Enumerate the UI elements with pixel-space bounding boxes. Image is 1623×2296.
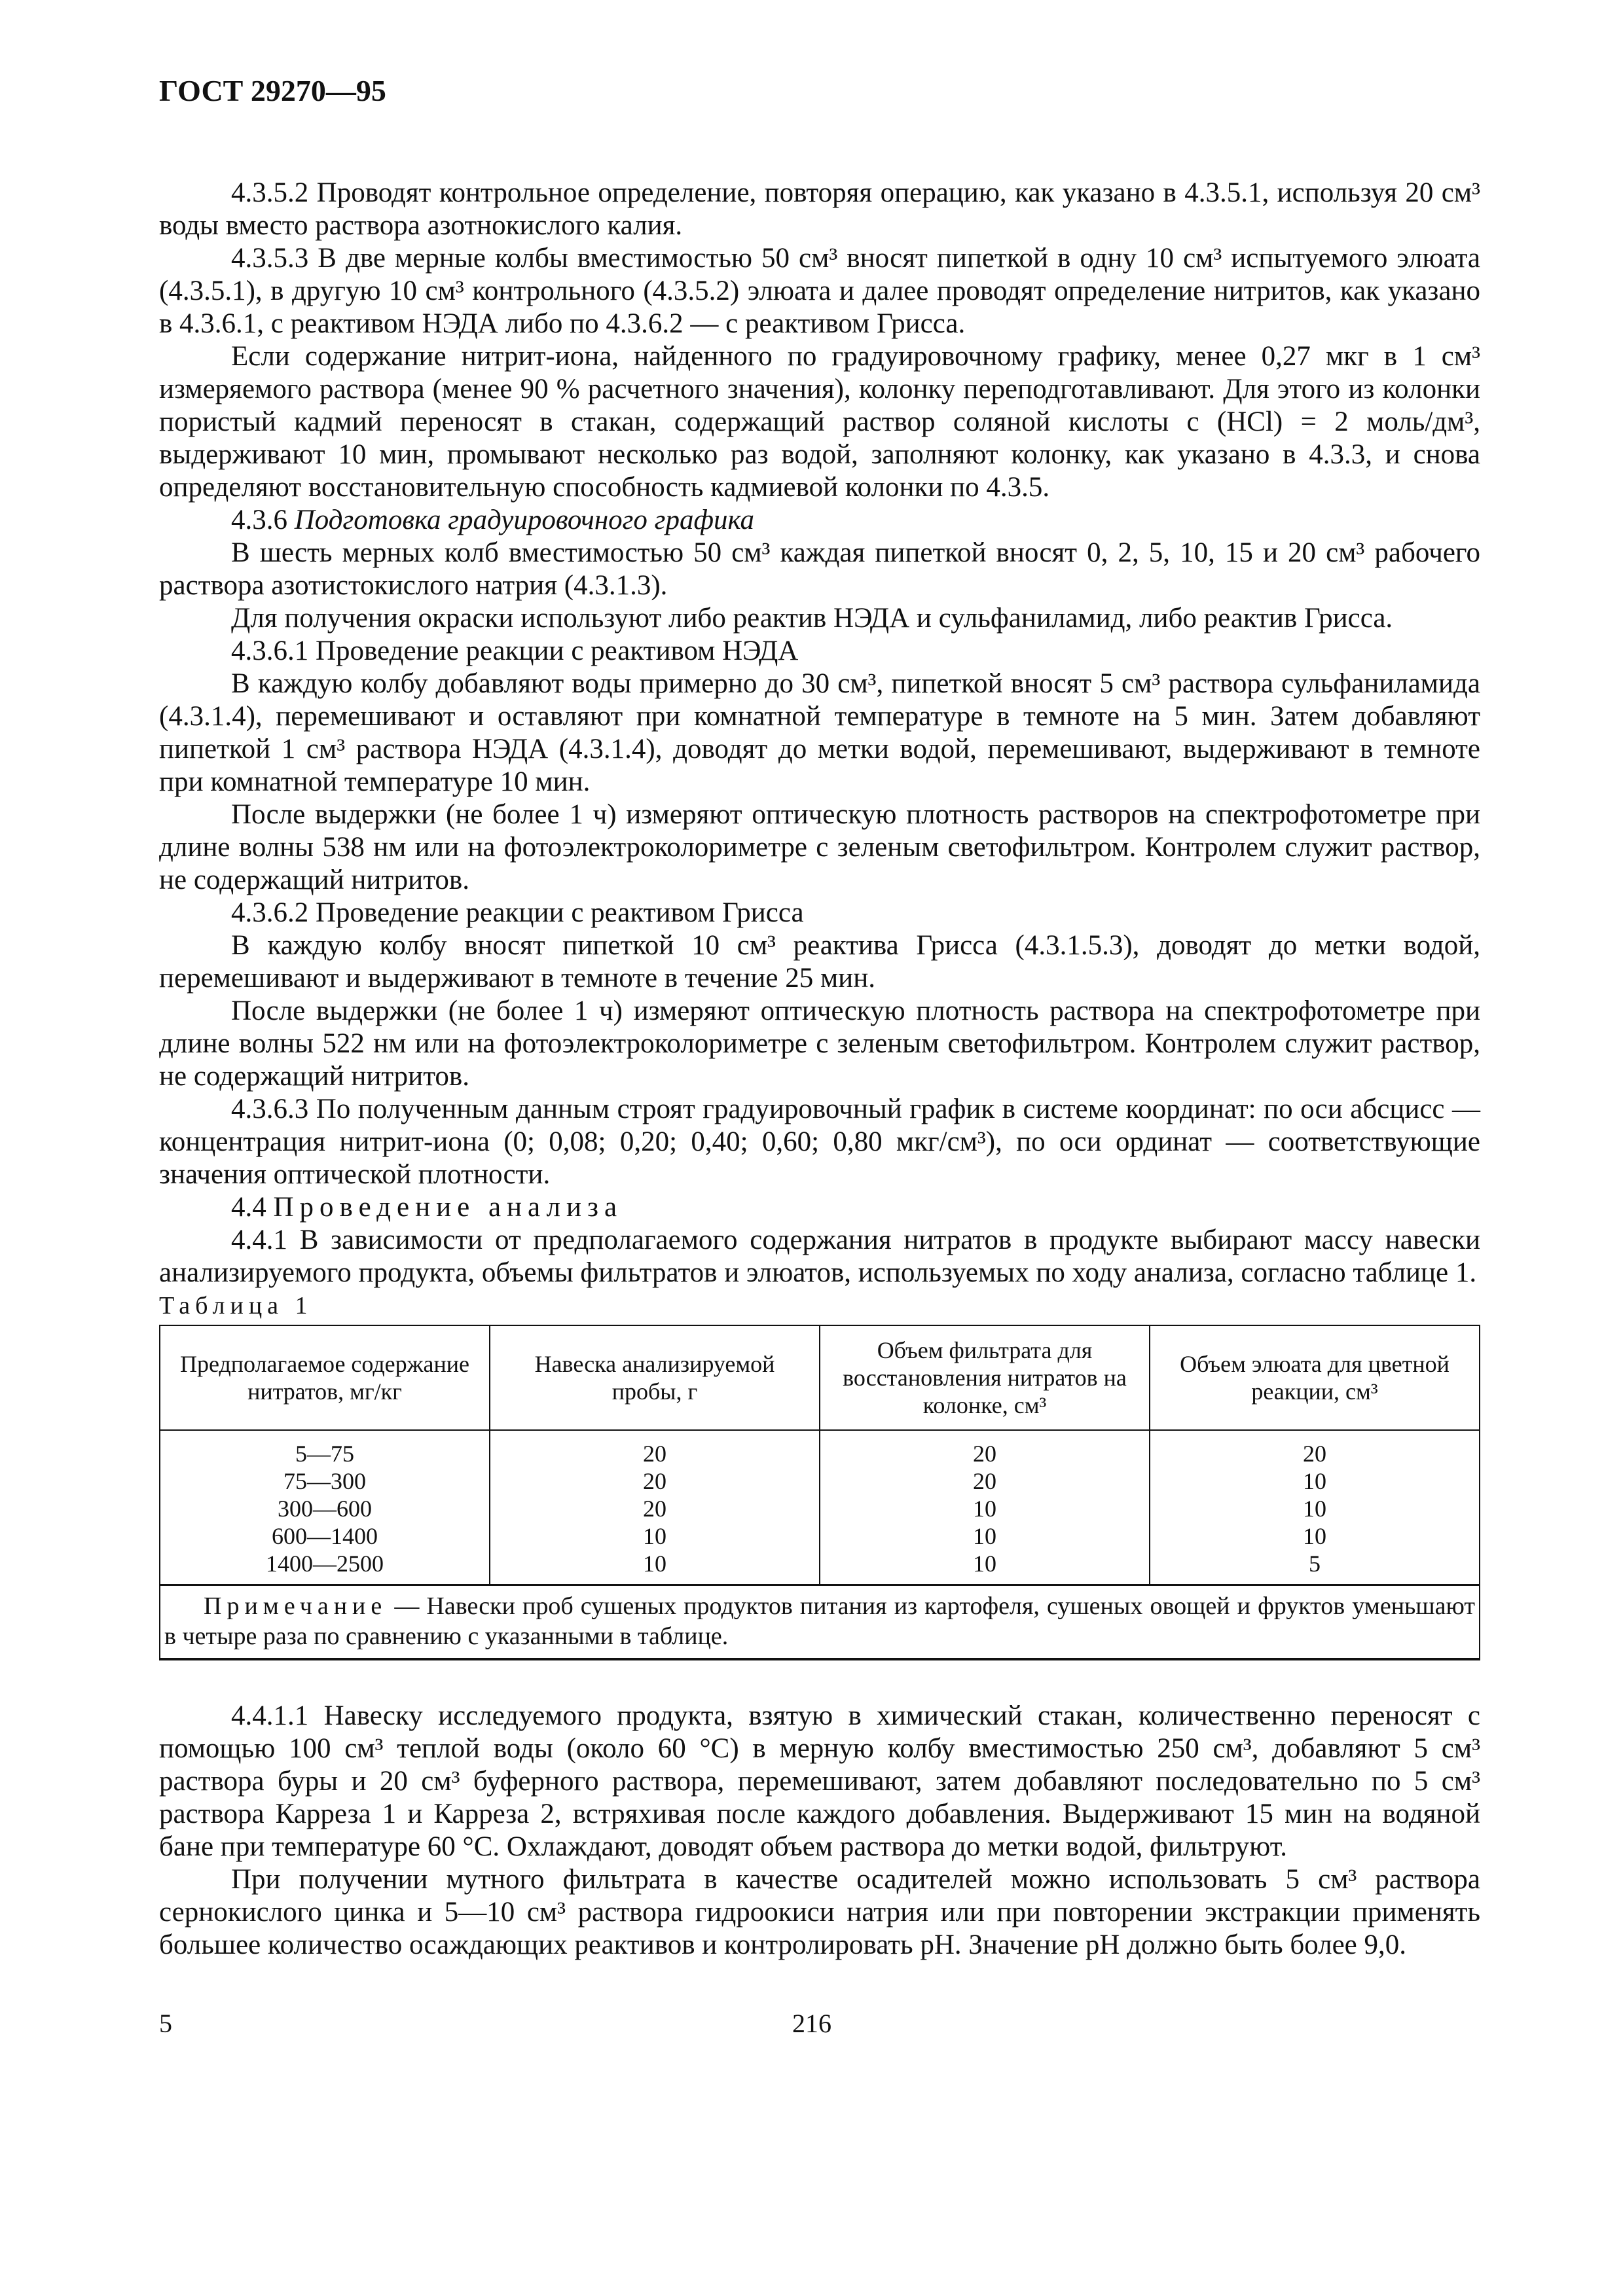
table-cell: 10 [1303, 1496, 1326, 1522]
paragraph: Если содержание нитрит-иона, найденного по градуировочному графику, менее 0,27 мкг в 1 см³ измеряемого раствора (менее 90 % расчетного значения), колонку переподготавливают. Для этого из колонки пористый кадмий переносят в стакан, содержащий раствор соляной кислоты c (HCl) = 2 моль/дм³, выдерживают 10 мин, промывают несколько раз водой, заполняют колонку, как указано в 4.3.3, и снова определяют восстановительную способность кадмиевой колонки по 4.3.5. [159, 341, 1480, 503]
paragraph: В шесть мерных колб вместимостью 50 см³ каждая пипеткой вносят 0, 2, 5, 10, 15 и 20 см³ рабочего раствора азотистокислого натрия (4.3.1.3). [159, 537, 1480, 601]
column-header: Объем элюата для цветной реакции, см³ [1150, 1325, 1480, 1430]
column-header: Предполагаемое содержание нитратов, мг/кг [160, 1325, 490, 1430]
table-cell: 20 [1303, 1441, 1326, 1467]
paragraph: После выдержки (не более 1 ч) измеряют оптическую плотность раствора на спектрофотометре при длине волны 522 нм или на фотоэлектроколориметре с зеленым светофильтром. Контролем служит раствор, не содержащий нитритов. [159, 996, 1480, 1092]
table-cell: 10 [973, 1551, 996, 1577]
subsection-heading: 4.3.6.2 Проведение реакции с реактивом Грисса [231, 897, 804, 928]
note-text: — Навески проб сушеных продуктов питания из картофеля, сушеных овощей и фруктов уменьшают в четыре раза по сравнению с указанными в таблице. [164, 1592, 1475, 1650]
column-header: Навеска анализируемой пробы, г [490, 1325, 820, 1430]
paragraph: После выдержки (не более 1 ч) измеряют оптическую плотность растворов на спектрофотометре при длине волны 538 нм или на фотоэлектроколориметре с зеленым светофильтром. Контролем служит раствор, не содержащий нитритов. [159, 799, 1480, 895]
table-cell: 20 [973, 1441, 996, 1467]
table-note-row [160, 1585, 1480, 1660]
table-cell: 20 [643, 1441, 666, 1467]
table-label: Таблица 1 [159, 1292, 313, 1319]
section-number: 4.4 [231, 1192, 266, 1223]
table-cell: 5—75 [295, 1441, 354, 1467]
column-eluate-volume [1150, 1430, 1480, 1585]
document-body [159, 177, 1480, 1962]
footer-left-number: 5 [159, 2009, 172, 2038]
paragraph: В каждую колбу вносят пипеткой 10 см³ реактива Грисса (4.3.1.5.3), доводят до метки водой, перемешивают и выдерживают в темноте в течение 25 мин. [159, 930, 1480, 994]
table-cell: 1400—2500 [266, 1551, 384, 1577]
table-cell: 10 [643, 1551, 666, 1577]
table-cell: 10 [973, 1496, 996, 1522]
table-cell: 75—300 [283, 1468, 366, 1494]
table-body-row [160, 1430, 1480, 1585]
table-cell: 20 [973, 1468, 996, 1494]
section-title: Проведение анализа [273, 1192, 623, 1223]
paragraph: 4.3.5.2 Проводят контрольное определение, повторяя операцию, как указано в 4.3.5.1, используя 20 см³ воды вместо раствора азотнокислого калия. [159, 177, 1480, 241]
section-number: 4.3.6 [231, 505, 287, 535]
column-nitrate-content [160, 1430, 490, 1585]
document-title: ГОСТ 29270—95 [159, 74, 386, 107]
column-sample-mass [490, 1430, 820, 1585]
table-cell: 10 [1303, 1468, 1326, 1494]
paragraph: При получении мутного фильтрата в качестве осадителей можно использовать 5 см³ раствора сернокислого цинка и 5—10 см³ раствора гидроокиси натрия или при повторении экстракции применять большее количество осаждающих реактивов и контролировать рН. Значение рН должно быть более 9,0. [159, 1864, 1480, 1960]
table-cell: 10 [643, 1523, 666, 1549]
table-1 [159, 1325, 1480, 1660]
table-cell: 20 [643, 1468, 666, 1494]
note-label: Примечание [204, 1592, 388, 1620]
table-header-row [160, 1325, 1480, 1430]
paragraph: 4.4.1.1 Навеску исследуемого продукта, взятую в химический стакан, количественно переносят с помощью 100 см³ теплой воды (около 60 °С) в мерную колбу вместимостью 250 см³, добавляют 5 см³ раствора буры и 20 см³ буферного раствора, перемешивают, затем добавляют последовательно по 5 см³ раствора Карреза 1 и Карреза 2, встряхивая после каждого добавления. Выдерживают 15 мин на водяной бане при температуре 60 °С. Охлаждают, доводят объем раствора до метки водой, фильтруют. [159, 1700, 1480, 1862]
paragraph: 4.3.5.3 В две мерные колбы вместимостью 50 см³ вносят пипеткой в одну 10 см³ испытуемого элюата (4.3.5.1), в другую 10 см³ контрольного (4.3.5.2) элюата и далее проводят определение нитритов, как указано в 4.3.6.1, с реактивом НЭДА либо по 4.3.6.2 — с реактивом Грисса. [159, 243, 1480, 339]
paragraph: 4.3.6.3 По полученным данным строят градуировочный график в системе координат: по оси абсцисс — концентрация нитрит-иона (0; 0,08; 0,20; 0,40; 0,60; 0,80 мкг/см³), по оси ординат — соответствующие значения оптической плотности. [159, 1094, 1480, 1190]
section-heading-4-3-6 [159, 504, 1480, 537]
table-note [160, 1585, 1480, 1660]
page-number: 216 [792, 2009, 831, 2038]
section-heading-4-4 [159, 1191, 1480, 1224]
paragraph: В каждую колбу добавляют воды примерно до 30 см³, пипеткой вносят 5 см³ раствора сульфаниламида (4.3.1.4), перемешивают и оставляют при комнатной температуре в темноте на 5 мин. Затем добавляют пипеткой 1 см³ раствора НЭДА (4.3.1.4), доводят до метки водой, перемешивают, выдерживают в темноте при комнатной температуре 10 мин. [159, 668, 1480, 797]
section-title: Подготовка градуировочного графика [294, 505, 755, 535]
table-cell: 20 [643, 1496, 666, 1522]
column-filtrate-volume [820, 1430, 1150, 1585]
column-header: Объем фильтрата для восстановления нитратов на колонке, см³ [820, 1325, 1150, 1430]
subsection-heading: 4.3.6.1 Проведение реакции с реактивом НЭДА [231, 636, 799, 666]
paragraph: Для получения окраски используют либо реактив НЭДА и сульфаниламид, либо реактив Грисса. [231, 603, 1393, 634]
table-cell: 600—1400 [272, 1523, 378, 1549]
table-cell: 300—600 [278, 1496, 372, 1522]
table-cell: 10 [973, 1523, 996, 1549]
table-cell: 5 [1309, 1551, 1321, 1577]
paragraph: 4.4.1 В зависимости от предполагаемого содержания нитратов в продукте выбирают массу навески анализируемого продукта, объемы фильтратов и элюатов, используемых по ходу анализа, согласно таблице 1. [159, 1225, 1480, 1288]
table-cell: 10 [1303, 1523, 1326, 1549]
